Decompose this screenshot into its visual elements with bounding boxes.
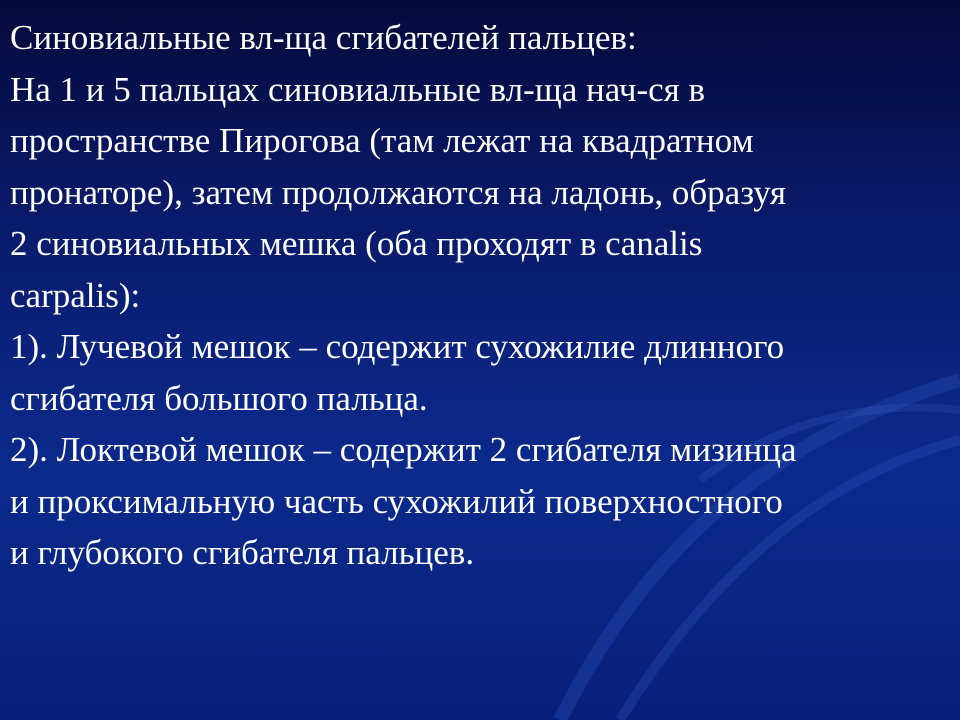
slide-text-body — [10, 12, 950, 579]
intro-paragraph: На 1 и 5 пальцах синовиальные вл-ща нач-ся в пространстве Пирогова (там лежат на квадратном пронаторе), затем продолжаются на ладонь, образуя 2 синовиальных мешка (оба проходят в canalis carpalis): — [10, 69, 787, 315]
list-item-radial-bursa: 1). Лучевой мешок – содержит сухожилие длинного сгибателя большого пальца. — [10, 327, 785, 418]
slide-title: Синовиальные вл-ща сгибателей пальцев: — [10, 18, 637, 57]
list-item-ulnar-bursa: 2). Локтевой мешок – содержит 2 сгибателя мизинца и проксимальную часть сухожилий поверхностного и глубокого сгибателя пальцев. — [10, 430, 797, 572]
